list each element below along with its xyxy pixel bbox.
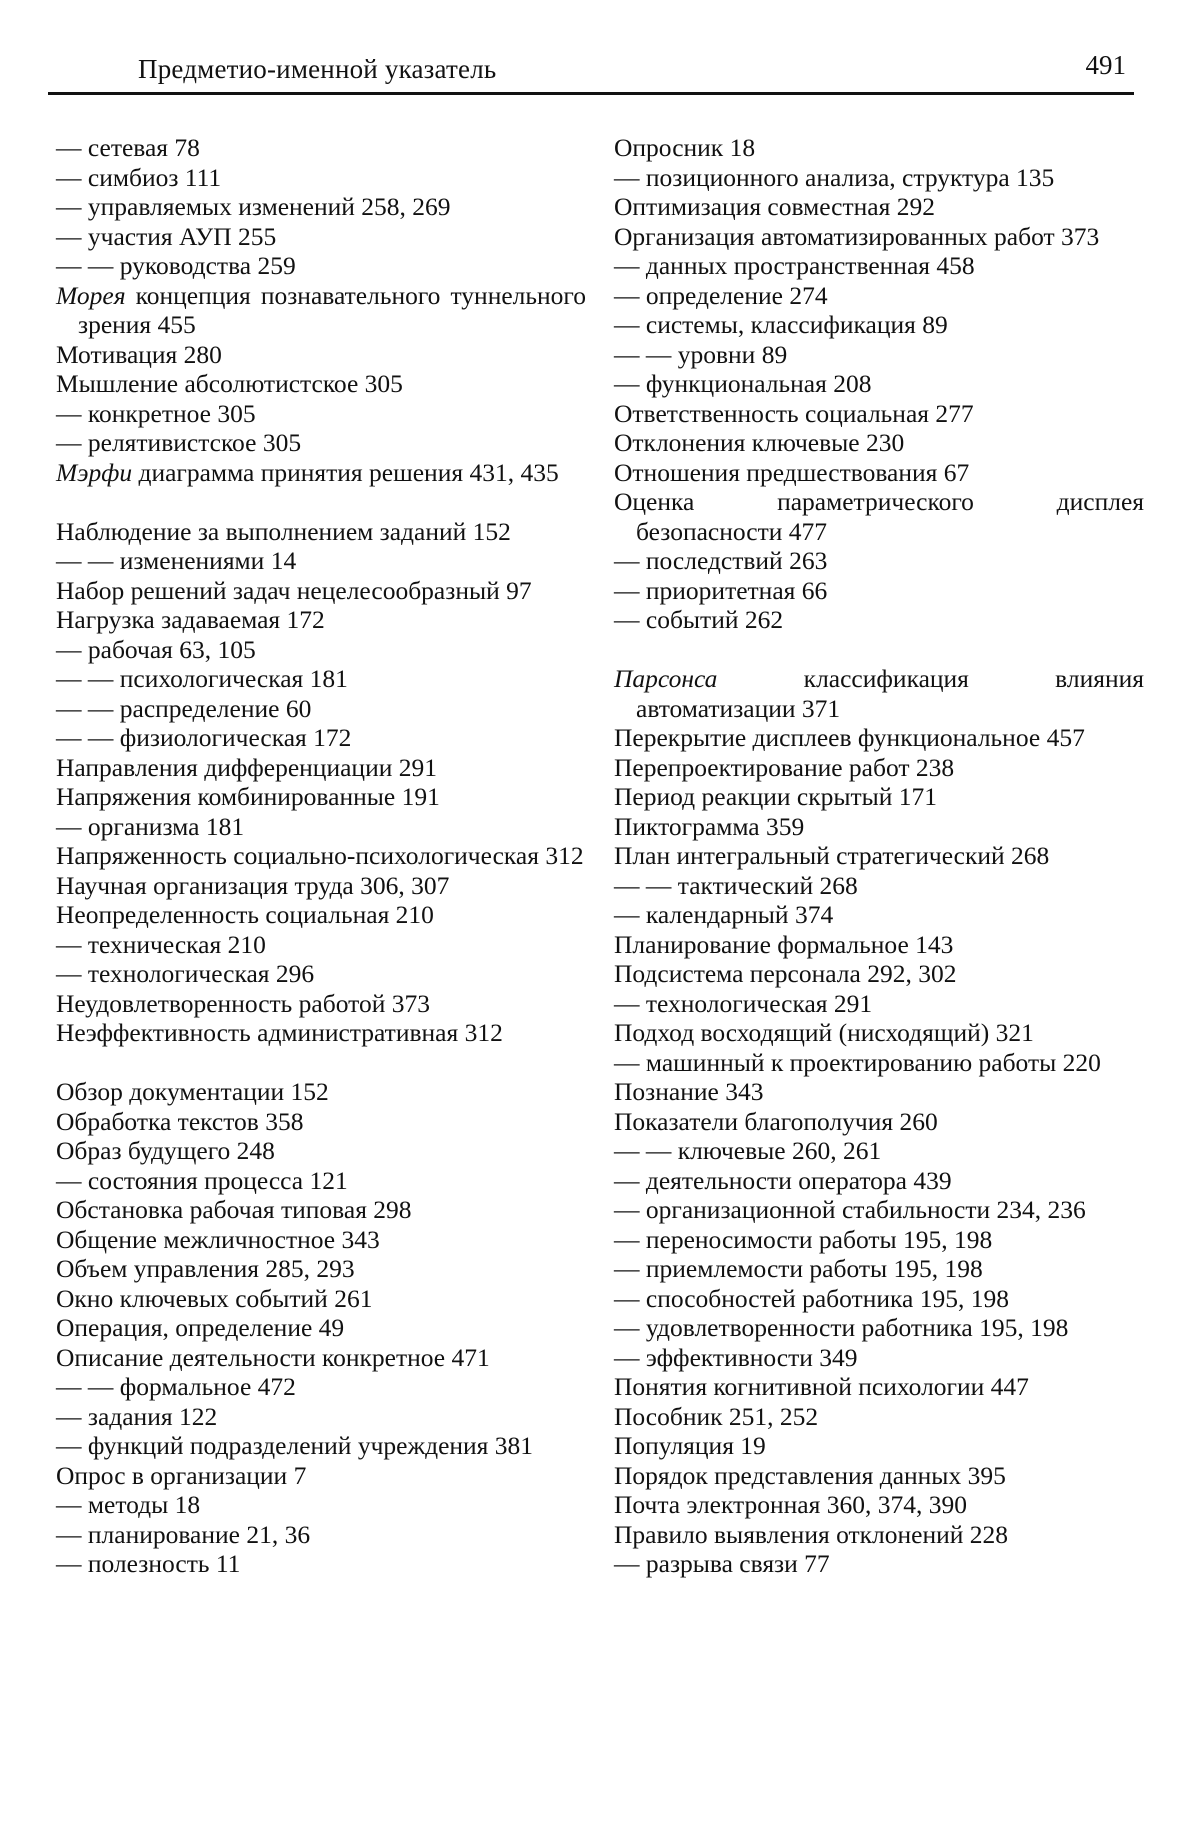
index-entry-author: Парсонса: [614, 664, 718, 693]
index-entry-text: Оптимизация совместная 292: [614, 192, 935, 221]
index-column-right: [614, 133, 1144, 1579]
index-entry-text: — приоритетная 66: [614, 575, 828, 605]
index-entry: [56, 251, 586, 281]
index-entry: [56, 1195, 586, 1225]
index-entry: [56, 871, 586, 901]
index-entry: [614, 369, 1144, 399]
index-entry-text: Описание деятельности конкретное 471: [56, 1342, 490, 1372]
index-entry-text: — приемлемости работы 195, 198: [614, 1254, 983, 1283]
index-entry-text: — функциональная 208: [614, 369, 872, 398]
index-entry: [56, 1343, 586, 1373]
index-entry-text: — планирование 21, 36: [56, 1519, 311, 1549]
index-entry: [56, 1490, 586, 1520]
index-entry-text: — системы, классификация 89: [614, 310, 948, 339]
index-entry: [614, 133, 1144, 163]
index-entry-text: Образ будущего 248: [56, 1136, 275, 1165]
index-entry-text: — релятивистское 305: [56, 428, 302, 457]
index-entry: [56, 192, 586, 222]
index-entry: [56, 222, 586, 252]
index-entry-text: — технологическая 296: [56, 959, 315, 988]
index-entry-text: Набор решений задач нецелесообразный 97: [56, 575, 532, 605]
index-entry: [56, 1372, 586, 1402]
index-entry-text: классификация влияния автоматизации 371: [636, 664, 1144, 723]
index-entry-text: Неудовлетворенность работой 373: [56, 988, 430, 1018]
index-entry: [614, 1343, 1144, 1373]
index-entry-text: — организационной стабильности 234, 236: [614, 1195, 1086, 1224]
index-entry-text: Популяция 19: [614, 1431, 766, 1460]
index-entry-text: — задания 122: [56, 1401, 218, 1431]
index-entry-text: Неэффективность административная 312: [56, 1018, 503, 1047]
index-entry: [614, 1372, 1144, 1402]
index-entry-text: Понятия когнитивной психологии 447: [614, 1372, 1029, 1401]
index-entry: [614, 841, 1144, 871]
index-entry: [56, 1402, 586, 1432]
index-entry-text: — — руководства 259: [56, 251, 296, 280]
index-entry-text: Неопределенность социальная 210: [56, 900, 434, 929]
index-entry: [56, 1431, 586, 1461]
index-entry-text: Мышление абсолютистское 305: [56, 369, 403, 398]
index-entry: [614, 812, 1144, 842]
index-entry: [614, 222, 1144, 252]
index-entry: [56, 1520, 586, 1550]
index-entry-text: — функций подразделений учреждения 381: [56, 1431, 534, 1460]
index-entry: [614, 1225, 1144, 1255]
index-entry: [614, 163, 1144, 193]
index-entry-text: Показатели благополучия 260: [614, 1106, 938, 1136]
index-entry-text: Порядок представления данных 395: [614, 1460, 1006, 1490]
index-entry-text: — полезность 11: [56, 1549, 241, 1578]
index-entry-text: — — ключевые 260, 261: [614, 1136, 882, 1165]
index-entry-text: — методы 18: [56, 1490, 201, 1519]
index-entry: [614, 1136, 1144, 1166]
index-entry: [56, 281, 586, 340]
index-entry-text: Операция, определение 49: [56, 1313, 345, 1342]
index-entry: [614, 1254, 1144, 1284]
index-entry-text: — переносимости работы 195, 198: [614, 1224, 993, 1254]
index-entry-text: Почта электронная 360, 374, 390: [614, 1490, 967, 1519]
index-entry: [614, 428, 1144, 458]
index-entry: [614, 605, 1144, 635]
index-column-left: [56, 133, 586, 1579]
index-entry: [56, 664, 586, 694]
index-entry-text: — — психологическая 181: [56, 664, 348, 693]
index-entry-text: — сетевая 78: [56, 133, 200, 162]
index-entry-text: Пособник 251, 252: [614, 1401, 819, 1431]
index-entry: [614, 782, 1144, 812]
index-entry: [614, 192, 1144, 222]
index-entry: [56, 959, 586, 989]
index-entry-text: концепция познавательного туннельного зрения 455: [78, 280, 586, 339]
index-entry: [56, 782, 586, 812]
index-entry-text: Нагрузка задаваемая 172: [56, 605, 325, 634]
index-entry-text: Подсистема персонала 292, 302: [614, 959, 957, 988]
index-entry-text: Ответственность социальная 277: [614, 398, 974, 428]
index-entry: [56, 723, 586, 753]
index-entry-text: — машинный к проектированию работы 220: [614, 1047, 1101, 1077]
index-entry-text: — — распределение 60: [56, 693, 312, 723]
index-entry: [614, 399, 1144, 429]
index-entry-text: Познание 343: [614, 1077, 764, 1106]
index-entry-text: — участия АУП 255: [56, 221, 277, 251]
index-entry: [614, 871, 1144, 901]
index-entry-text: Напряженность социально-психологическая 312: [56, 841, 584, 870]
index-entry-text: — — формальное 472: [56, 1372, 296, 1401]
index-entry: [614, 959, 1144, 989]
index-entry-text: Направления дифференциации 291: [56, 752, 437, 782]
index-entry: [614, 1402, 1144, 1432]
index-entry-text: — данных пространственная 458: [614, 251, 975, 280]
index-entry-text: — управляемых изменений 258, 269: [56, 192, 451, 221]
index-entry-text: Научная организация труда 306, 307: [56, 870, 450, 900]
index-entry: [614, 340, 1144, 370]
index-entry-text: Перекрытие дисплеев функциональное 457: [614, 723, 1085, 752]
index-entry-text: Перепроектирование работ 238: [614, 752, 955, 782]
index-entry-text: Объем управления 285, 293: [56, 1254, 355, 1283]
index-entry-text: — рабочая 63, 105: [56, 634, 256, 664]
index-entry: [56, 517, 586, 547]
page-header: [48, 44, 1134, 94]
index-entry-text: Правило выявления отклонений 228: [614, 1519, 1009, 1549]
index-entry: [614, 753, 1144, 783]
index-entry: [614, 1107, 1144, 1137]
index-entry-text: — — уровни 89: [614, 339, 788, 369]
index-entry-text: Обстановка рабочая типовая 298: [56, 1195, 412, 1224]
index-entry-text: — эффективности 349: [614, 1342, 858, 1372]
index-entry: [614, 723, 1144, 753]
index-entry: [614, 930, 1144, 960]
index-entry: [56, 1461, 586, 1491]
index-entry: [614, 1077, 1144, 1107]
index-entry-text: — — изменениями 14: [56, 546, 297, 575]
index-entry-text: Обзор документации 152: [56, 1077, 329, 1106]
index-entry: [56, 369, 586, 399]
index-entry: [56, 340, 586, 370]
index-entry-text: — деятельности оператора 439: [614, 1165, 952, 1195]
index-entry-text: — конкретное 305: [56, 398, 256, 428]
index-entry: [614, 281, 1144, 311]
index-entry-text: Окно ключевых событий 261: [56, 1283, 373, 1313]
index-entry: [614, 251, 1144, 281]
index-entry-text: — состояния процесса 121: [56, 1165, 348, 1195]
index-entry: [56, 605, 586, 635]
index-entry: [614, 1313, 1144, 1343]
index-entry-text: — событий 262: [614, 605, 784, 634]
index-entry: [56, 900, 586, 930]
index-entry: [56, 133, 586, 163]
index-entry-text: — календарный 374: [614, 900, 834, 929]
index-entry-text: — симбиоз 111: [56, 162, 222, 192]
index-entry: [614, 1166, 1144, 1196]
index-entry-text: Планирование формальное 143: [614, 929, 954, 959]
index-entry-text: — — физиологическая 172: [56, 723, 352, 752]
index-entry: [614, 1284, 1144, 1314]
index-entry: [614, 1195, 1144, 1225]
index-entry-author: Морея: [56, 280, 126, 310]
index-entry-text: Напряжения комбинированные 191: [56, 782, 440, 811]
index-entry: [56, 163, 586, 193]
index-entry: [56, 428, 586, 458]
index-entry-text: — позиционного анализа, структура 135: [614, 162, 1055, 192]
index-entry: [56, 753, 586, 783]
index-entry: [56, 1018, 586, 1048]
index-entry-text: Наблюдение за выполнением заданий 152: [56, 516, 511, 546]
index-entry: [56, 576, 586, 606]
index-entry-text: Период реакции скрытый 171: [614, 782, 938, 811]
index-entry-text: — технологическая 291: [614, 988, 873, 1018]
index-entry-author: Мэрфи: [56, 457, 133, 487]
index-entry: [56, 1166, 586, 1196]
index-entry: [56, 1136, 586, 1166]
index-entry: [56, 930, 586, 960]
index-entry: [56, 1549, 586, 1579]
index-entry: [614, 900, 1144, 930]
index-entry: [614, 487, 1144, 546]
index-entry: [614, 1048, 1144, 1078]
index-entry: [56, 694, 586, 724]
index-entry-text: Оценка параметрического дисплея безопасности 477: [614, 487, 1144, 546]
page-number: 491: [1085, 50, 1126, 80]
index-entry-text: — удовлетворенности работника 195, 198: [614, 1313, 1069, 1342]
index-entry: [614, 1461, 1144, 1491]
index-entry-text: — организма 181: [56, 811, 245, 841]
index-entry-text: — определение 274: [614, 280, 828, 310]
index-entry: [56, 399, 586, 429]
index-entry-text: План интегральный стратегический 268: [614, 841, 1050, 870]
index-entry: [614, 1431, 1144, 1461]
index-entry: [56, 1284, 586, 1314]
running-title: Предметио-именной указатель: [138, 54, 497, 84]
index-entry: [56, 1077, 586, 1107]
index-entry: [614, 458, 1144, 488]
index-entry-text: Опросник 18: [614, 133, 756, 162]
index-entry: [56, 546, 586, 576]
index-entry-text: диаграмма принятия решения 431, 435: [132, 457, 559, 487]
index-entry-text: Пиктограмма 359: [614, 811, 805, 841]
index-entry: [614, 546, 1144, 576]
index-entry: [614, 310, 1144, 340]
index-entry-text: Отклонения ключевые 230: [614, 428, 905, 457]
index-entry: [614, 664, 1144, 723]
index-entry-text: Организация автоматизированных работ 373: [614, 221, 1100, 251]
index-entry: [614, 1018, 1144, 1048]
index-entry: [56, 841, 586, 871]
index-entry-text: Подход восходящий (нисходящий) 321: [614, 1018, 1034, 1047]
index-entry: [614, 989, 1144, 1019]
index-entry: [56, 1107, 586, 1137]
index-entry: [56, 812, 586, 842]
index-entry: [614, 1549, 1144, 1579]
index-entry-text: — способностей работника 195, 198: [614, 1283, 1009, 1313]
index-entry-text: Опрос в организации 7: [56, 1460, 307, 1490]
index-entry: [56, 635, 586, 665]
index-entry-text: — — тактический 268: [614, 870, 858, 900]
header-rule: [48, 92, 1134, 95]
index-entry: [56, 458, 586, 488]
index-entry-text: — разрыва связи 77: [614, 1549, 830, 1578]
index-entry: [614, 1520, 1144, 1550]
index-entry: [56, 1225, 586, 1255]
index-entry: [56, 1254, 586, 1284]
index-entry: [614, 1490, 1144, 1520]
index-entry: [56, 1313, 586, 1343]
index-entry: [614, 576, 1144, 606]
index-entry-text: Мотивация 280: [56, 339, 222, 369]
index-entry-text: — техническая 210: [56, 929, 266, 959]
index-entry-text: — последствий 263: [614, 546, 828, 575]
index-entry-text: Общение межличностное 343: [56, 1224, 380, 1254]
index-entry: [56, 989, 586, 1019]
index-entry-text: Отношения предшествования 67: [614, 457, 970, 487]
index-entry-text: Обработка текстов 358: [56, 1106, 304, 1136]
